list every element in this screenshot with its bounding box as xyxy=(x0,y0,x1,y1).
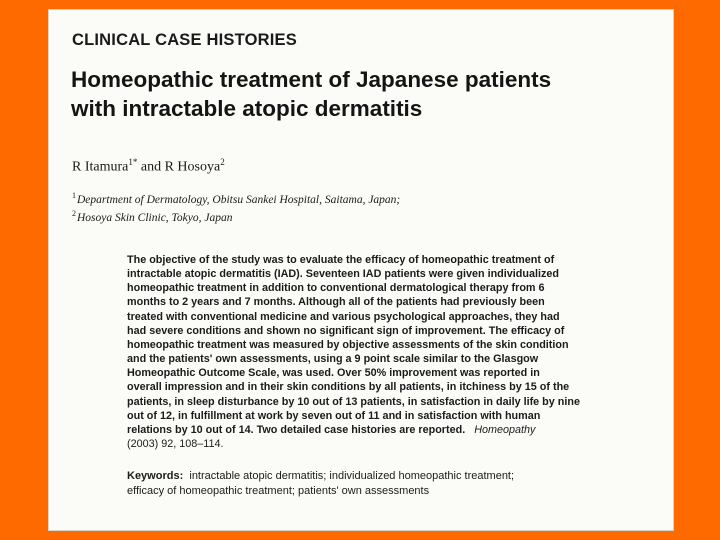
abstract-line: months to 2 years and 7 months. Although all of the patients had previously been xyxy=(127,296,545,309)
article-title xyxy=(71,65,671,123)
abstract-line: intractable atopic dermatitis (IAD). Seventeen IAD patients were given individualized xyxy=(127,268,559,281)
author-affiliation-mark: 1* xyxy=(128,157,138,167)
author-name: R Hosoya xyxy=(164,159,221,175)
affiliation-item xyxy=(72,189,652,207)
abstract-line: treated with conventional medicine and various psychological approaches, they had xyxy=(127,310,560,323)
affiliation-text: Hosoya Skin Clinic, Tokyo, Japan xyxy=(77,211,233,224)
affiliation-number: 1 xyxy=(72,191,76,200)
abstract-line: patients, in sleep disturbance by 10 out of 13 patients, in satisfaction in daily life by nine xyxy=(127,395,580,408)
title-line: with intractable atopic dermatitis xyxy=(71,96,423,121)
affiliation-text: Department of Dermatology, Obitsu Sankei Hospital, Saitama, Japan; xyxy=(77,193,401,206)
abstract-line: homeopathic treatment in addition to conventional dermatological therapy from 6 xyxy=(127,282,545,295)
keywords xyxy=(127,469,673,499)
keywords-line: efficacy of homeopathic treatment; patients' own assessments xyxy=(127,485,430,497)
citation-journal: Homeopathy xyxy=(474,423,536,436)
title-line: Homeopathic treatment of Japanese patients xyxy=(71,67,552,92)
abstract xyxy=(127,253,673,451)
abstract-line: relations by 10 out of 14. Two detailed case histories are reported. xyxy=(127,423,466,436)
abstract-line: homeopathic treatment was measured by objective assessments of the skin condition xyxy=(127,338,569,351)
author-connector: and xyxy=(137,159,165,175)
keywords-label: Keywords: xyxy=(127,470,184,482)
abstract-line: and the patients' own assessments, using a 9 point scale similar to the Glasgow xyxy=(127,353,539,366)
affiliation-item xyxy=(72,207,652,225)
abstract-line: Homeopathic Outcome Scale, was used. Over 50% improvement was reported in xyxy=(127,367,540,380)
author-list xyxy=(72,157,225,176)
abstract-line: overall impression and in their skin conditions by all patients, in itchiness by 15 of the xyxy=(127,381,570,394)
abstract-line: had severe conditions and shown no significant sign of improvement. The efficacy of xyxy=(127,324,565,337)
affiliation-number: 2 xyxy=(72,208,76,218)
abstract-line: out of 12, in fulfillment at work by seven out of 11 and in satisfaction with human xyxy=(127,409,541,422)
author-affiliation-mark: 2 xyxy=(220,157,225,167)
keywords-line xyxy=(127,469,673,484)
keywords-text: intractable atopic dermatitis; individualized homeopathic treatment; xyxy=(189,470,515,482)
citation-details: (2003) 92, 108–114. xyxy=(127,438,224,451)
abstract-line-last xyxy=(127,423,673,437)
affiliations xyxy=(72,189,652,225)
abstract-line: The objective of the study was to evaluate the efficacy of homeopathic treatment of xyxy=(127,254,555,266)
author-name: R Itamura xyxy=(72,159,129,175)
citation xyxy=(465,424,535,436)
paper-page xyxy=(48,9,674,531)
section-label: CLINICAL CASE HISTORIES xyxy=(72,31,297,49)
